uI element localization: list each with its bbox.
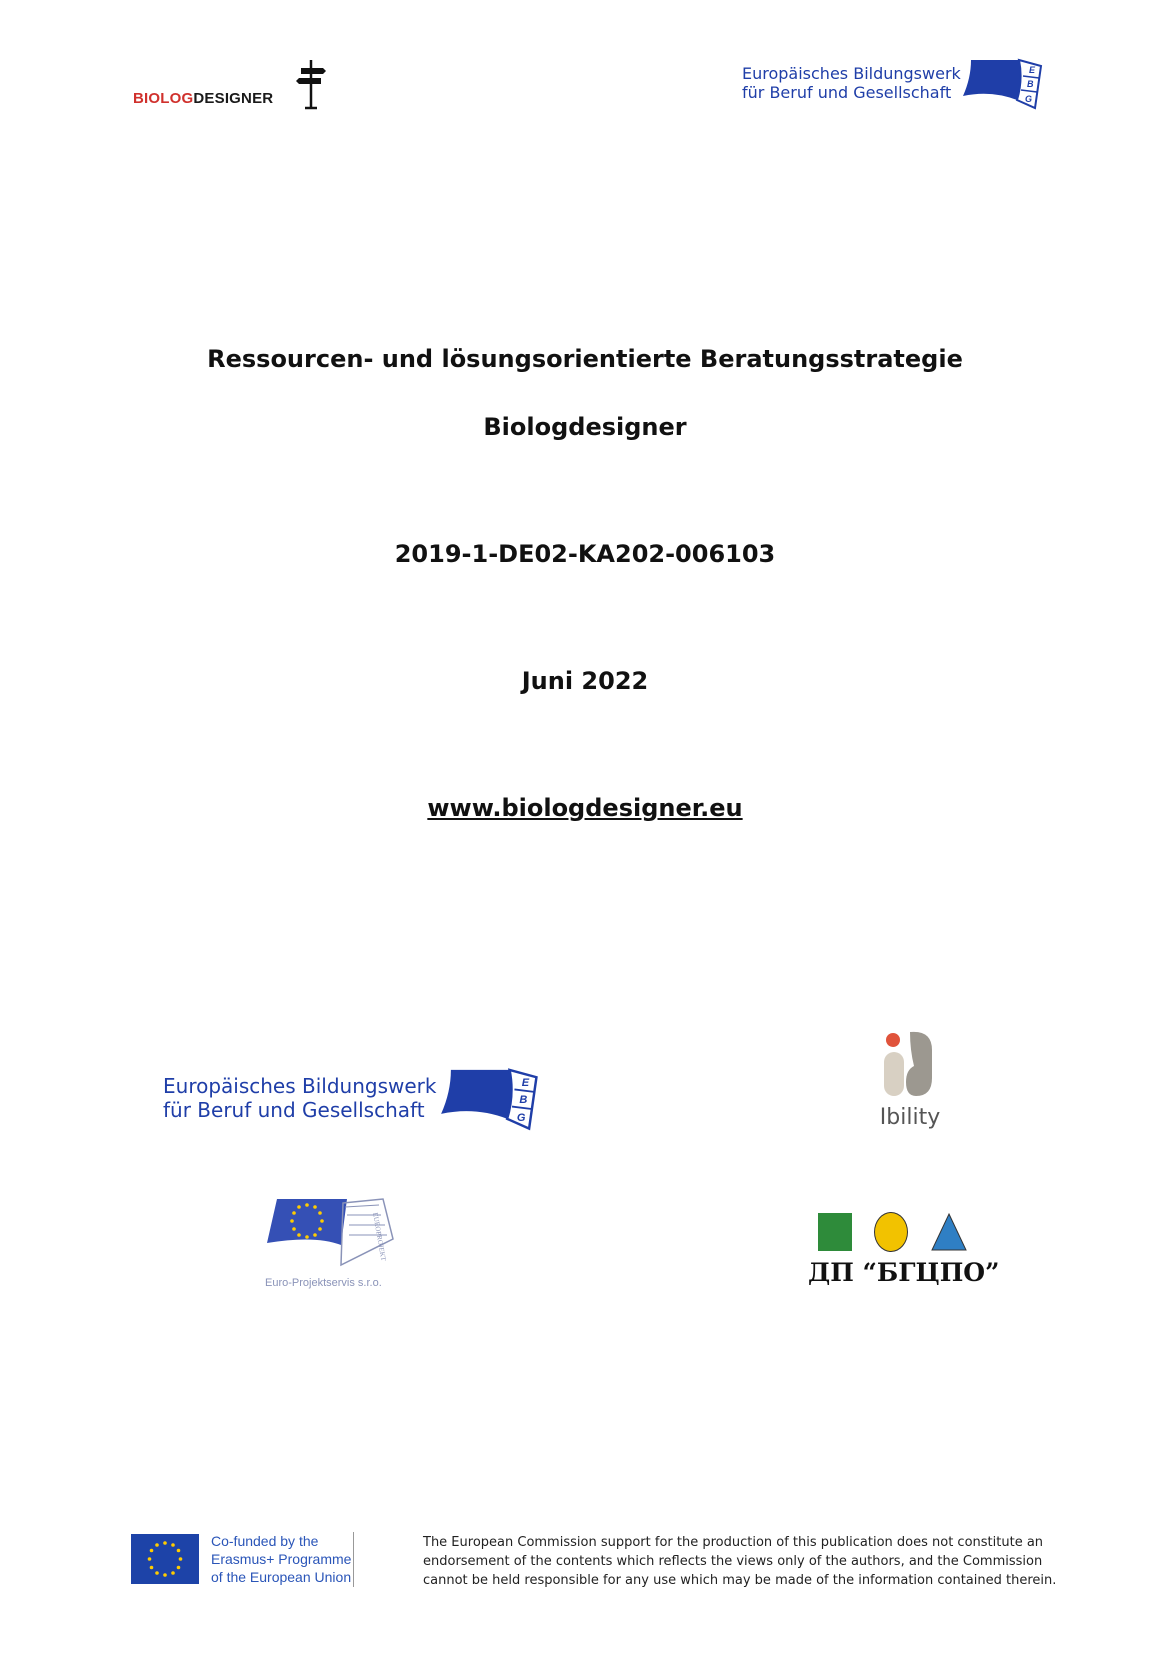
project-name: Biologdesigner: [483, 413, 687, 441]
europrojekt-label: Euro-Projektservis s.r.o.: [265, 1277, 382, 1289]
ebg-logo-text: Europäisches Bildungswerk für Beruf und Gesellschaft: [742, 63, 961, 102]
ebg-logo-header: [742, 56, 1045, 110]
svg-text:E: E: [522, 1076, 530, 1089]
partner-logo-ibility: [855, 1030, 965, 1130]
eu-flag-icon: [131, 1534, 199, 1584]
biologdesigner-logo: [133, 58, 343, 118]
svg-text:G: G: [1024, 94, 1032, 104]
yellow-oval-icon: [874, 1212, 908, 1252]
svg-text:B: B: [519, 1093, 528, 1106]
svg-text:G: G: [517, 1112, 526, 1125]
document-title: Ressourcen- und lösungsorientierte Beratungsstrategie: [207, 345, 963, 373]
ibility-label: Ibility: [879, 1105, 941, 1130]
eu-disclaimer: The European Commission support for the production of this publication does not constitute an endorsement of the contents which reflects the views only of the authors, and the Commission cannot be held responsible for any use which may be made of the information contained therein.: [423, 1535, 1057, 1588]
signpost-icon: [293, 58, 333, 110]
green-square-icon: [818, 1213, 852, 1251]
partner-logo-ebg: [163, 1065, 544, 1131]
ibility-figure-icon: [880, 1030, 940, 1102]
publication-date: Juni 2022: [521, 667, 649, 695]
partner-logo-bgcpo: [808, 1212, 1000, 1287]
biologdesigner-wordmark: BIOLOGDESIGNER: [133, 90, 274, 107]
eu-book-icon: [265, 1195, 405, 1270]
partner-logo-europrojekt: [265, 1195, 425, 1289]
eu-cofunded-logo: [131, 1532, 354, 1587]
ebg-book-icon: [961, 56, 1045, 110]
svg-text:B: B: [1026, 79, 1034, 89]
svg-text:E: E: [1028, 65, 1035, 75]
partner-ebg-text: Europäisches Bildungswerk für Beruf und Gesellschaft: [163, 1074, 437, 1122]
svg-text:EUROPROJEKT: EUROPROJEKT: [371, 1211, 388, 1262]
project-number: 2019-1-DE02-KA202-006103: [394, 540, 776, 568]
bgcpo-label: ДП “БГЦПО”: [808, 1258, 1000, 1287]
ebg-book-icon: [436, 1065, 544, 1131]
website-link[interactable]: www.biologdesigner.eu: [427, 794, 743, 822]
bgcpo-shapes: [818, 1212, 968, 1252]
blue-triangle-icon: [930, 1212, 968, 1252]
eu-cofunded-text: Co-funded by the Erasmus+ Programme of the European Union: [211, 1532, 354, 1587]
